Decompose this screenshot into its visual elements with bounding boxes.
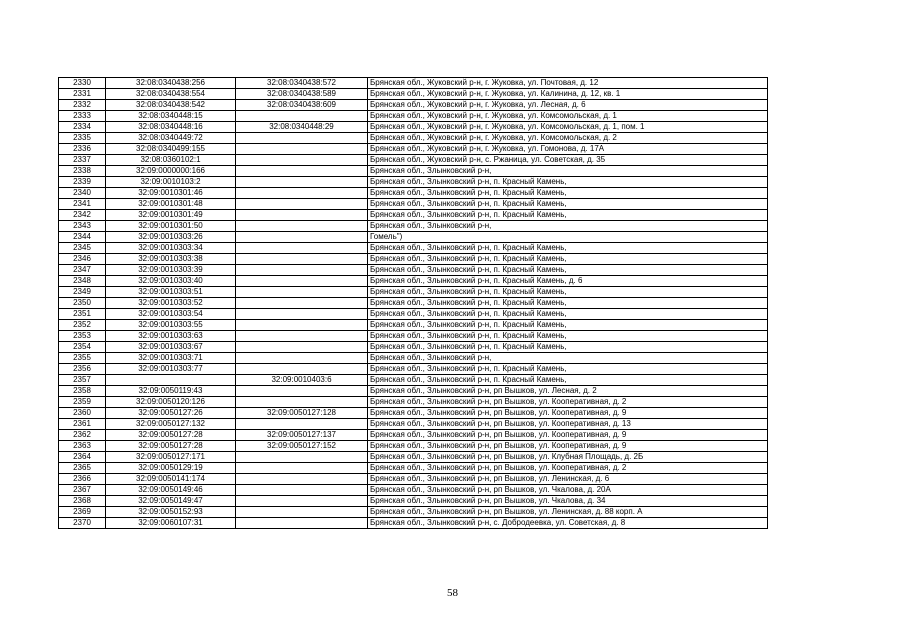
row-number-cell: 2332	[59, 100, 106, 111]
related-cadastral-number-cell: 32:08:0340438:589	[236, 89, 368, 100]
related-cadastral-number-cell	[236, 507, 368, 518]
row-number-cell: 2368	[59, 496, 106, 507]
address-cell: Брянская обл., Злынковский р-н, рп Вышков, ул. Кооперативная, д. 2	[368, 463, 768, 474]
row-number-cell: 2346	[59, 254, 106, 265]
row-number-cell: 2340	[59, 188, 106, 199]
cadastral-number-cell: 32:09:0010303:38	[106, 254, 236, 265]
related-cadastral-number-cell	[236, 287, 368, 298]
table-row	[59, 353, 768, 364]
table-row	[59, 452, 768, 463]
row-number-cell: 2345	[59, 243, 106, 254]
related-cadastral-number-cell	[236, 397, 368, 408]
related-cadastral-number-cell	[236, 221, 368, 232]
cadastral-number-cell: 32:08:0360102:1	[106, 155, 236, 166]
address-cell: Брянская обл., Злынковский р-н, п. Красный Камень,	[368, 342, 768, 353]
related-cadastral-number-cell	[236, 144, 368, 155]
table-row	[59, 133, 768, 144]
related-cadastral-number-cell	[236, 309, 368, 320]
table-row	[59, 111, 768, 122]
cadastral-number-cell: 32:09:0050149:46	[106, 485, 236, 496]
table-row	[59, 309, 768, 320]
cadastral-number-cell: 32:08:0340438:256	[106, 78, 236, 89]
cadastral-number-cell: 32:09:0010303:40	[106, 276, 236, 287]
address-cell: Брянская обл., Злынковский р-н, п. Красный Камень,	[368, 210, 768, 221]
related-cadastral-number-cell: 32:09:0010403:6	[236, 375, 368, 386]
row-number-cell: 2366	[59, 474, 106, 485]
cadastral-number-cell: 32:09:0050127:28	[106, 441, 236, 452]
cadastral-number-cell: 32:09:0010303:52	[106, 298, 236, 309]
cadastral-number-cell: 32:09:0010301:48	[106, 199, 236, 210]
row-number-cell: 2354	[59, 342, 106, 353]
row-number-cell: 2338	[59, 166, 106, 177]
cadastral-number-cell: 32:09:0050141:174	[106, 474, 236, 485]
address-cell: Брянская обл., Жуковский р-н, г. Жуковка, ул. Лесная, д. 6	[368, 100, 768, 111]
table-row	[59, 243, 768, 254]
registry-table-body	[59, 78, 768, 529]
cadastral-number-cell: 32:09:0010303:34	[106, 243, 236, 254]
cadastral-number-cell: 32:09:0010303:63	[106, 331, 236, 342]
table-row	[59, 375, 768, 386]
related-cadastral-number-cell: 32:09:0050127:128	[236, 408, 368, 419]
row-number-cell: 2330	[59, 78, 106, 89]
cadastral-number-cell: 32:09:0010301:46	[106, 188, 236, 199]
related-cadastral-number-cell	[236, 518, 368, 529]
address-cell: Брянская обл., Жуковский р-н, с. Ржаница, ул. Советская, д. 35	[368, 155, 768, 166]
table-row	[59, 474, 768, 485]
related-cadastral-number-cell	[236, 364, 368, 375]
address-cell: Брянская обл., Злынковский р-н, п. Красный Камень,	[368, 265, 768, 276]
table-row	[59, 221, 768, 232]
related-cadastral-number-cell	[236, 353, 368, 364]
address-cell: Брянская обл., Злынковский р-н, рп Вышков, ул. Кооперативная, д. 2	[368, 397, 768, 408]
row-number-cell: 2356	[59, 364, 106, 375]
table-row	[59, 265, 768, 276]
address-cell: Брянская обл., Злынковский р-н, п. Красный Камень,	[368, 287, 768, 298]
cadastral-number-cell: 32:09:0050127:171	[106, 452, 236, 463]
row-number-cell: 2359	[59, 397, 106, 408]
cadastral-number-cell: 32:09:0000000:166	[106, 166, 236, 177]
table-row	[59, 342, 768, 353]
cadastral-number-cell: 32:08:0340438:542	[106, 100, 236, 111]
address-cell: Брянская обл., Злынковский р-н,	[368, 353, 768, 364]
table-row	[59, 441, 768, 452]
row-number-cell: 2350	[59, 298, 106, 309]
cadastral-number-cell: 32:09:0050127:26	[106, 408, 236, 419]
row-number-cell: 2365	[59, 463, 106, 474]
row-number-cell: 2370	[59, 518, 106, 529]
address-cell: Брянская обл., Злынковский р-н, рп Вышков, ул. Кооперативная, д. 9	[368, 430, 768, 441]
related-cadastral-number-cell	[236, 331, 368, 342]
cadastral-number-cell: 32:09:0010303:54	[106, 309, 236, 320]
related-cadastral-number-cell	[236, 243, 368, 254]
related-cadastral-number-cell	[236, 210, 368, 221]
cadastral-number-cell: 32:08:0340499:155	[106, 144, 236, 155]
address-cell: Брянская обл., Злынковский р-н,	[368, 166, 768, 177]
address-cell: Брянская обл., Злынковский р-н, рп Вышков, ул. Клубная Площадь, д. 2Б	[368, 452, 768, 463]
table-row	[59, 397, 768, 408]
table-row	[59, 408, 768, 419]
related-cadastral-number-cell: 32:09:0050127:137	[236, 430, 368, 441]
row-number-cell: 2337	[59, 155, 106, 166]
related-cadastral-number-cell	[236, 298, 368, 309]
related-cadastral-number-cell	[236, 254, 368, 265]
row-number-cell: 2339	[59, 177, 106, 188]
cadastral-number-cell	[106, 375, 236, 386]
table-row	[59, 331, 768, 342]
related-cadastral-number-cell	[236, 166, 368, 177]
address-cell: Брянская обл., Жуковский р-н, г. Жуковка, ул. Гомонова, д. 17А	[368, 144, 768, 155]
address-cell: Брянская обл., Злынковский р-н, п. Красный Камень,	[368, 331, 768, 342]
row-number-cell: 2342	[59, 210, 106, 221]
address-cell: Брянская обл., Злынковский р-н, п. Красный Камень,	[368, 199, 768, 210]
cadastral-number-cell: 32:09:0010103:2	[106, 177, 236, 188]
address-cell: Брянская обл., Злынковский р-н, п. Красный Камень,	[368, 243, 768, 254]
row-number-cell: 2362	[59, 430, 106, 441]
row-number-cell: 2331	[59, 89, 106, 100]
row-number-cell: 2343	[59, 221, 106, 232]
table-row	[59, 364, 768, 375]
row-number-cell: 2367	[59, 485, 106, 496]
cadastral-number-cell: 32:09:0050149:47	[106, 496, 236, 507]
related-cadastral-number-cell	[236, 177, 368, 188]
related-cadastral-number-cell	[236, 419, 368, 430]
related-cadastral-number-cell	[236, 188, 368, 199]
cadastral-number-cell: 32:09:0010303:51	[106, 287, 236, 298]
row-number-cell: 2348	[59, 276, 106, 287]
address-cell: Брянская обл., Жуковский р-н, г. Жуковка, ул. Почтовая, д. 12	[368, 78, 768, 89]
table-row	[59, 507, 768, 518]
address-cell: Брянская обл., Злынковский р-н, рп Вышков, ул. Ленинская, д. 88 корп. А	[368, 507, 768, 518]
address-cell: Брянская обл., Злынковский р-н, п. Красный Камень,	[368, 298, 768, 309]
address-cell: Брянская обл., Злынковский р-н, п. Красный Камень,	[368, 177, 768, 188]
address-cell: Брянская обл., Злынковский р-н, п. Красный Камень, д. 6	[368, 276, 768, 287]
table-row	[59, 298, 768, 309]
table-row	[59, 463, 768, 474]
table-row	[59, 155, 768, 166]
cadastral-number-cell: 32:09:0050119:43	[106, 386, 236, 397]
cadastral-number-cell: 32:08:0340448:16	[106, 122, 236, 133]
address-cell: Брянская обл., Злынковский р-н, рп Вышков, ул. Чкалова, д. 34	[368, 496, 768, 507]
registry-table	[58, 77, 768, 529]
related-cadastral-number-cell	[236, 265, 368, 276]
related-cadastral-number-cell	[236, 199, 368, 210]
row-number-cell: 2361	[59, 419, 106, 430]
table-row	[59, 199, 768, 210]
row-number-cell: 2352	[59, 320, 106, 331]
table-row	[59, 485, 768, 496]
related-cadastral-number-cell	[236, 386, 368, 397]
cadastral-number-cell: 32:09:0050152:93	[106, 507, 236, 518]
cadastral-number-cell: 32:09:0060107:31	[106, 518, 236, 529]
table-row	[59, 518, 768, 529]
address-cell: Брянская обл., Злынковский р-н, рп Вышков, ул. Ленинская, д. 6	[368, 474, 768, 485]
related-cadastral-number-cell	[236, 496, 368, 507]
row-number-cell: 2355	[59, 353, 106, 364]
cadastral-number-cell: 32:09:0010303:55	[106, 320, 236, 331]
related-cadastral-number-cell	[236, 452, 368, 463]
address-cell: Брянская обл., Жуковский р-н, г. Жуковка, ул. Комсомольская, д. 2	[368, 133, 768, 144]
related-cadastral-number-cell	[236, 463, 368, 474]
cadastral-number-cell: 32:09:0010301:50	[106, 221, 236, 232]
cadastral-number-cell: 32:09:0010303:39	[106, 265, 236, 276]
table-row	[59, 419, 768, 430]
table-row	[59, 144, 768, 155]
row-number-cell: 2333	[59, 111, 106, 122]
table-row	[59, 122, 768, 133]
row-number-cell: 2347	[59, 265, 106, 276]
address-cell: Брянская обл., Жуковский р-н, г. Жуковка, ул. Комсомольская, д. 1, пом. 1	[368, 122, 768, 133]
cadastral-number-cell: 32:08:0340449:72	[106, 133, 236, 144]
cadastral-number-cell: 32:09:0010301:49	[106, 210, 236, 221]
address-cell: Гомель")	[368, 232, 768, 243]
table-row	[59, 496, 768, 507]
related-cadastral-number-cell	[236, 485, 368, 496]
table-row	[59, 210, 768, 221]
cadastral-number-cell: 32:09:0050129:19	[106, 463, 236, 474]
cadastral-number-cell: 32:09:0050127:132	[106, 419, 236, 430]
table-row	[59, 254, 768, 265]
row-number-cell: 2363	[59, 441, 106, 452]
row-number-cell: 2344	[59, 232, 106, 243]
table-row	[59, 287, 768, 298]
related-cadastral-number-cell	[236, 133, 368, 144]
cadastral-number-cell: 32:09:0010303:67	[106, 342, 236, 353]
table-row	[59, 386, 768, 397]
row-number-cell: 2349	[59, 287, 106, 298]
address-cell: Брянская обл., Злынковский р-н, п. Красный Камень,	[368, 309, 768, 320]
related-cadastral-number-cell	[236, 474, 368, 485]
cadastral-number-cell: 32:09:0050120:126	[106, 397, 236, 408]
address-cell: Брянская обл., Злынковский р-н, рп Вышков, ул. Чкалова, д. 20А	[368, 485, 768, 496]
address-cell: Брянская обл., Злынковский р-н, п. Красный Камень,	[368, 364, 768, 375]
address-cell: Брянская обл., Злынковский р-н, п. Красный Камень,	[368, 254, 768, 265]
page-number: 58	[447, 587, 458, 599]
related-cadastral-number-cell	[236, 155, 368, 166]
row-number-cell: 2358	[59, 386, 106, 397]
related-cadastral-number-cell: 32:08:0340448:29	[236, 122, 368, 133]
address-cell: Брянская обл., Злынковский р-н, п. Красный Камень,	[368, 320, 768, 331]
table-row	[59, 166, 768, 177]
related-cadastral-number-cell	[236, 320, 368, 331]
related-cadastral-number-cell	[236, 111, 368, 122]
table-row	[59, 320, 768, 331]
row-number-cell: 2357	[59, 375, 106, 386]
row-number-cell: 2336	[59, 144, 106, 155]
related-cadastral-number-cell: 32:08:0340438:572	[236, 78, 368, 89]
address-cell: Брянская обл., Злынковский р-н, рп Вышков, ул. Кооперативная, д. 9	[368, 441, 768, 452]
cadastral-number-cell: 32:09:0010303:26	[106, 232, 236, 243]
row-number-cell: 2335	[59, 133, 106, 144]
row-number-cell: 2341	[59, 199, 106, 210]
address-cell: Брянская обл., Злынковский р-н, п. Красный Камень,	[368, 188, 768, 199]
table-row	[59, 89, 768, 100]
row-number-cell: 2369	[59, 507, 106, 518]
cadastral-number-cell: 32:09:0050127:28	[106, 430, 236, 441]
address-cell: Брянская обл., Жуковский р-н, г. Жуковка, ул. Комсомольская, д. 1	[368, 111, 768, 122]
row-number-cell: 2364	[59, 452, 106, 463]
row-number-cell: 2351	[59, 309, 106, 320]
address-cell: Брянская обл., Злынковский р-н, рп Вышков, ул. Кооперативная, д. 9	[368, 408, 768, 419]
table-row	[59, 188, 768, 199]
address-cell: Брянская обл., Злынковский р-н, рп Вышков, ул. Лесная, д. 2	[368, 386, 768, 397]
cadastral-number-cell: 32:09:0010303:77	[106, 364, 236, 375]
related-cadastral-number-cell	[236, 232, 368, 243]
row-number-cell: 2353	[59, 331, 106, 342]
cadastral-number-cell: 32:08:0340438:554	[106, 89, 236, 100]
table-row	[59, 100, 768, 111]
row-number-cell: 2360	[59, 408, 106, 419]
cadastral-number-cell: 32:09:0010303:71	[106, 353, 236, 364]
related-cadastral-number-cell: 32:08:0340438:609	[236, 100, 368, 111]
address-cell: Брянская обл., Злынковский р-н, с. Добродеевка, ул. Советская, д. 8	[368, 518, 768, 529]
related-cadastral-number-cell: 32:09:0050127:152	[236, 441, 368, 452]
address-cell: Брянская обл., Злынковский р-н, п. Красный Камень,	[368, 375, 768, 386]
related-cadastral-number-cell	[236, 276, 368, 287]
address-cell: Брянская обл., Жуковский р-н, г. Жуковка, ул. Калинина, д. 12, кв. 1	[368, 89, 768, 100]
table-row	[59, 276, 768, 287]
related-cadastral-number-cell	[236, 342, 368, 353]
table-row	[59, 177, 768, 188]
table-row	[59, 430, 768, 441]
table-row	[59, 232, 768, 243]
table-row	[59, 78, 768, 89]
row-number-cell: 2334	[59, 122, 106, 133]
address-cell: Брянская обл., Злынковский р-н, рп Вышков, ул. Кооперативная, д. 13	[368, 419, 768, 430]
address-cell: Брянская обл., Злынковский р-н,	[368, 221, 768, 232]
cadastral-number-cell: 32:08:0340448:15	[106, 111, 236, 122]
